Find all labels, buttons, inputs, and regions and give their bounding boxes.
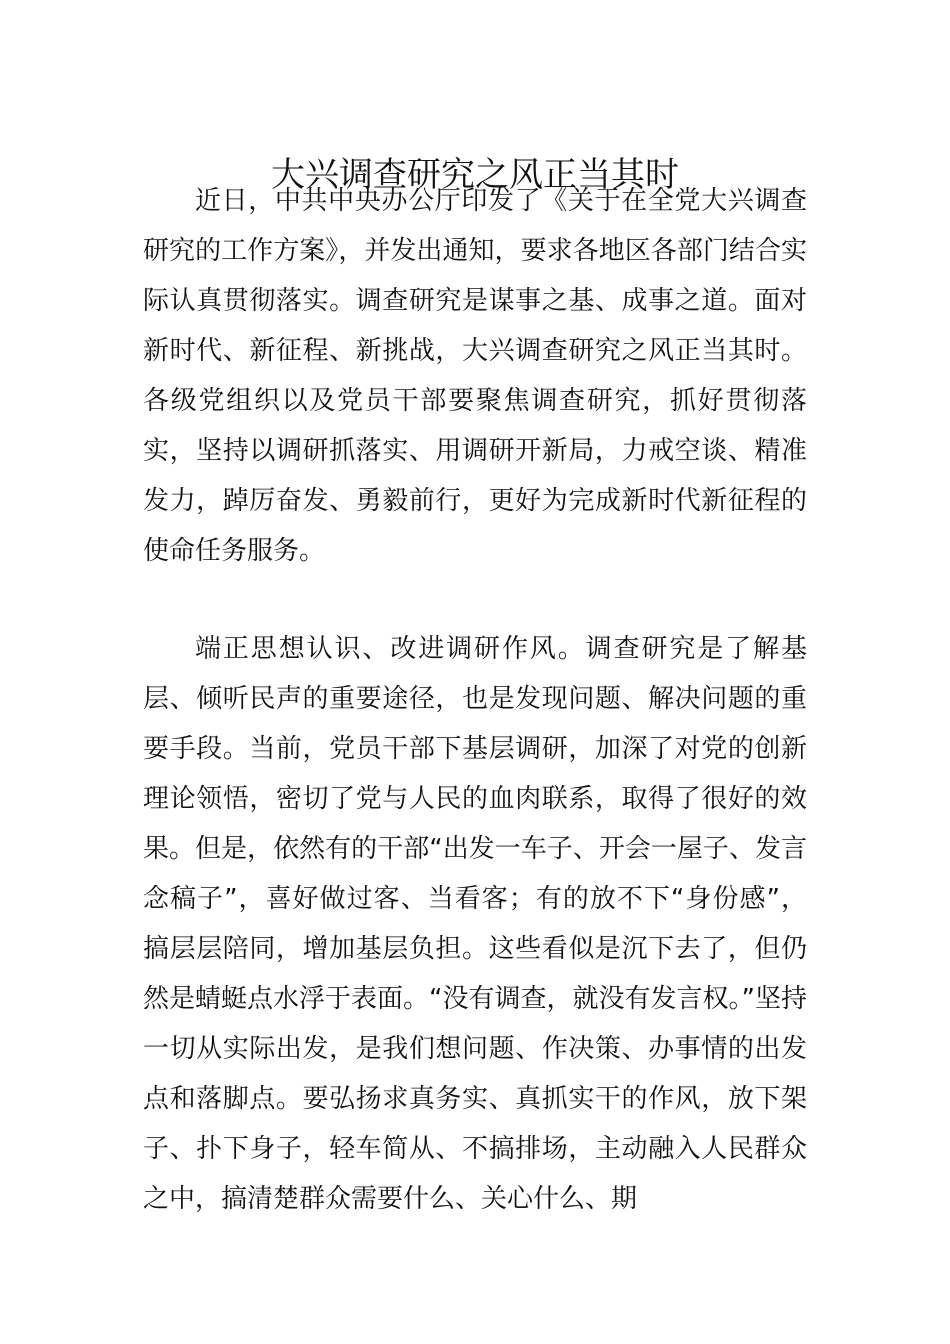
paragraph-1: 近日，中共中央办公厅印发了《关于在全党大兴调查研究的工作方案》，并发出通知，要求各地区各部门结合实际认真贯彻落实。调查研究是谋事之基、成事之道。面对新时代、新征程、新挑战，大兴调查研究之风正当其时。各级党组织以及党员干部要聚焦调查研究，抓好贯彻落实，坚持以调研抓落实、用调研开新局，力戒空谈、精准发力，踔厉奋发、勇毅前行，更好为完成新时代新征程的使命任务服务。 bbox=[143, 186, 807, 566]
paragraph-2: 端正思想认识、改进调研作风。调查研究是了解基层、倾听民声的重要途径，也是发现问题、解决问题的重要手段。当前，党员干部下基层调研，加深了对党的创新理论领悟，密切了党与人民的血肉联系，取得了很好的效果。但是，依然有的干部“出发一车子、开会一屋子、发言念稿子”，喜好做过客、当看客；有的放不下“身份感”，搞层层陪同，增加基层负担。这些看似是沉下去了，但仍然是蜻蜓点水浮于表面。“没有调查，就没有发言权。”坚持一切从实际出发，是我们想问题、作决策、办事情的出发点和落脚点。要弘扬求真务实、真抓实干的作风，放下架子、扑下身子，轻车简从、不搞排场，主动融入人民群众之中，搞清楚群众需要什么、关心什么、期 bbox=[143, 634, 807, 1214]
document-title: 大兴调查研究之风正当其时 bbox=[271, 154, 679, 195]
